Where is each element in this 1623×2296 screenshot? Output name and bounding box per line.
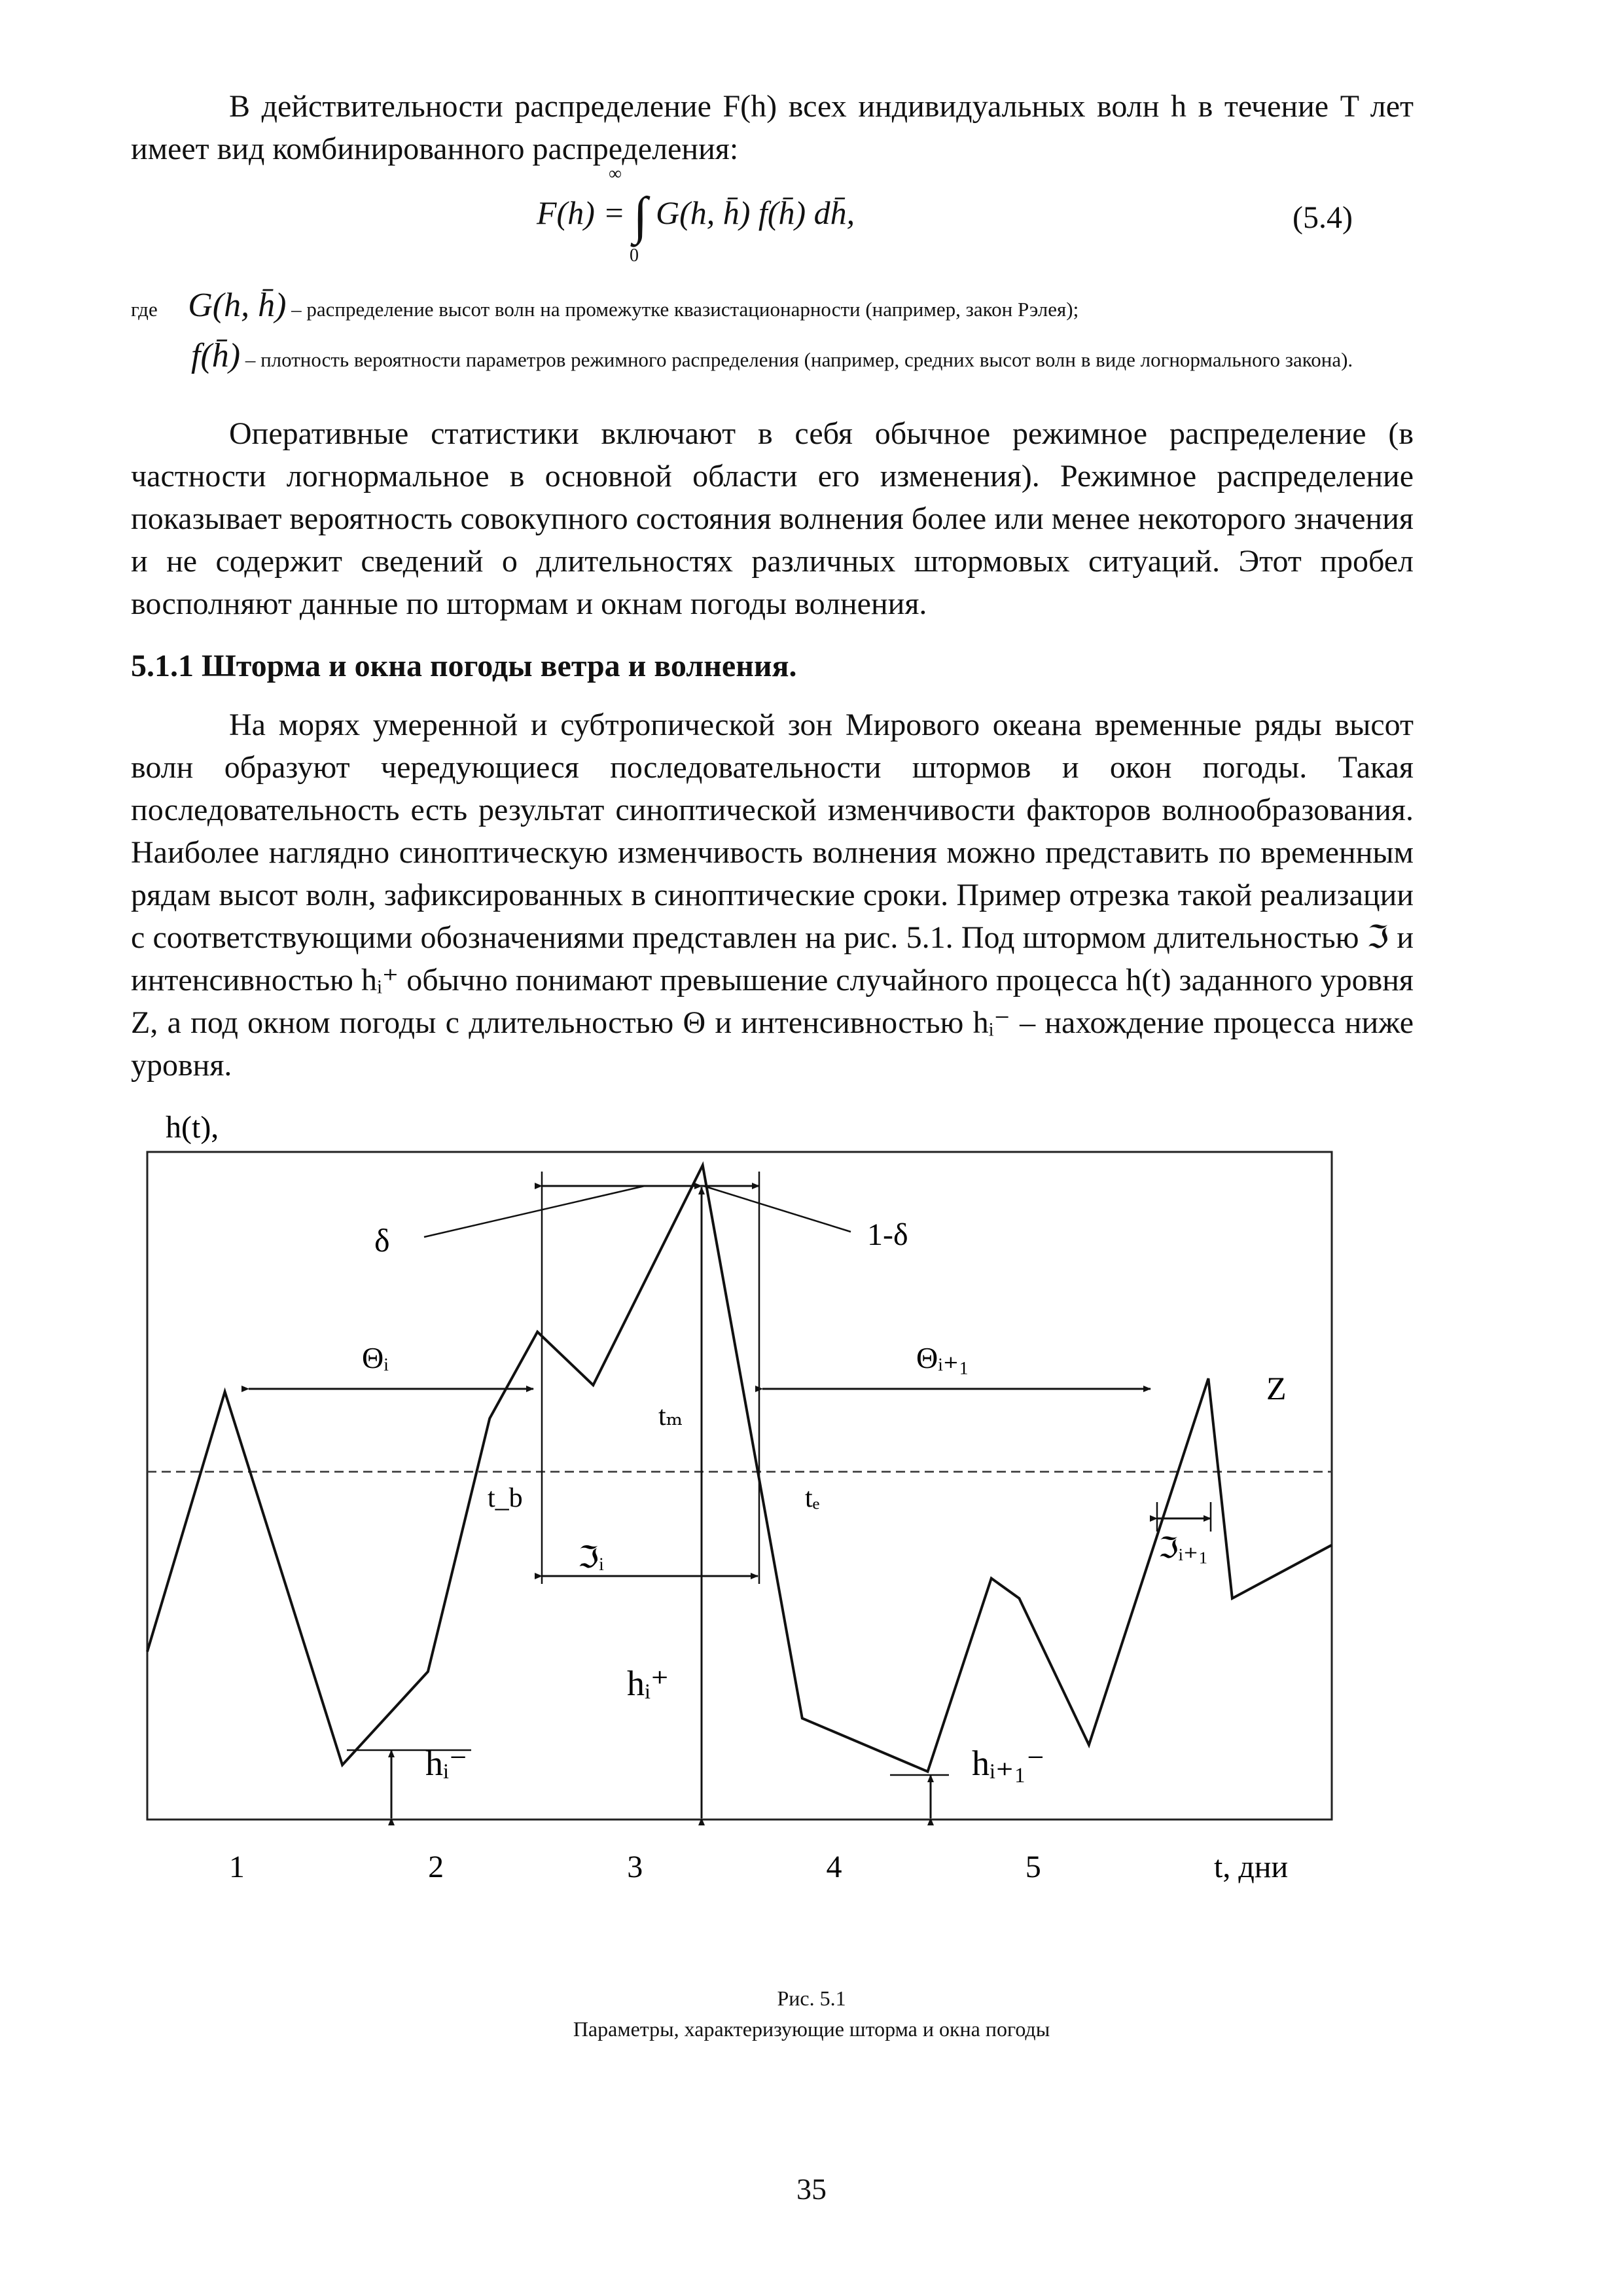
definition-G [131, 287, 1414, 324]
integral-sign: ∫ [633, 187, 648, 245]
x-tick-label: 1 [228, 1850, 245, 1884]
one-minus-delta-leader [704, 1186, 851, 1232]
label-t-e: tₑ [805, 1483, 820, 1513]
equation-number: (5.4) [1293, 200, 1353, 235]
definition-f [131, 337, 1414, 374]
label-theta-i1: Θᵢ₊₁ [916, 1341, 970, 1374]
x-axis-label: t, дни [1214, 1850, 1289, 1884]
x-tick-label: 3 [627, 1850, 643, 1884]
paragraph-operational-statistics: Оперативные статистики включают в себя обычное режимное распределение (в частности логнормальное в основной области его изменения). Режимное распределение показывает вероятность совокупного состояния волнения более или менее некоторого значения и не содержит сведений о длительностях различных штормовых ситуаций. Этот пробел восполняют данные по штормам и окнам погоды волнения. [131, 416, 1414, 621]
integral-lower-limit: 0 [630, 245, 639, 266]
label-theta-i: Θᵢ [362, 1341, 389, 1374]
formula-lhs: F(h) = [537, 194, 626, 231]
x-tick-label: 4 [826, 1850, 842, 1884]
label-h-minus: hᵢ⁻ [425, 1744, 468, 1783]
x-tick-label: 2 [428, 1850, 444, 1884]
figure-caption-title: Параметры, характеризующие шторма и окна погоды [573, 2017, 1050, 2041]
definition-symbol-G: G(h, h̄) [188, 287, 287, 324]
y-axis-label: h(t), [166, 1110, 219, 1145]
label-t-m: tₘ [658, 1401, 683, 1431]
label-h-plus: hᵢ⁺ [627, 1664, 669, 1703]
label-delta: δ [374, 1222, 390, 1259]
section-heading: 5.1.1 Шторма и окна погоды ветра и волнения. [131, 649, 797, 683]
label-t-b: t_b [488, 1483, 523, 1513]
definition-lead: где [131, 298, 158, 321]
plot-frame [147, 1152, 1332, 1820]
formula-5-4 [537, 187, 855, 246]
intro-paragraph: В действительности распределение F(h) всех индивидуальных волн h в течение T лет имеет вид комбинированного распределения: [131, 89, 1414, 166]
formula-integrand: G(h, h̄) f(h̄) dh̄, [656, 194, 855, 231]
label-Z: Z [1266, 1370, 1287, 1407]
x-tick-label: 5 [1025, 1850, 1041, 1884]
definition-text-G: – распределение высот волн на промежутке квазистационарности (например, закон Рэлея); [291, 298, 1079, 321]
definition-text-f: – плотность вероятности параметров режимного распределения (например, средних высот волн в виде логнормального закона). [245, 348, 1353, 371]
series-line-h [147, 1165, 1332, 1771]
page-number: 35 [796, 2172, 827, 2206]
label-storm-i: ℑᵢ [578, 1541, 604, 1574]
label-h-minus-next: hᵢ₊₁⁻ [972, 1744, 1045, 1783]
definition-symbol-f: f(h̄) [191, 337, 241, 374]
figure-caption-number: Рис. 5.1 [777, 1986, 846, 2010]
x-tick-labels [229, 1850, 1041, 1884]
integral-upper-limit: ∞ [609, 164, 622, 184]
label-storm-i1: ℑᵢ₊₁ [1158, 1532, 1209, 1564]
delta-leader [424, 1186, 645, 1237]
figure-5-1 [0, 1080, 1623, 2029]
paragraph-storms: На морях умеренной и субтропической зон Мирового океана временные ряды высот волн образуют чередующиеся последовательности штормов и окон погоды. Такая последовательность есть результат синоптической изменчивости факторов волнообразования. Наиболее наглядно синоптическую изменчивость волнения можно представить по временным рядам высот волн, зафиксированных в синоптические сроки. Пример отрезка такой реализации с соответствующими обозначениями представлен на рис. 5.1. Под штормом длительностью ℑ и интенсивностью hᵢ⁺ обычно понимают превышение случайного процесса h(t) заданного уровня Z, а под окном погоды с длительностью Θ и интенсивностью hᵢ⁻ – нахождение процесса ниже уровня. [131, 708, 1414, 1083]
label-one-minus-delta: 1-δ [867, 1217, 908, 1252]
